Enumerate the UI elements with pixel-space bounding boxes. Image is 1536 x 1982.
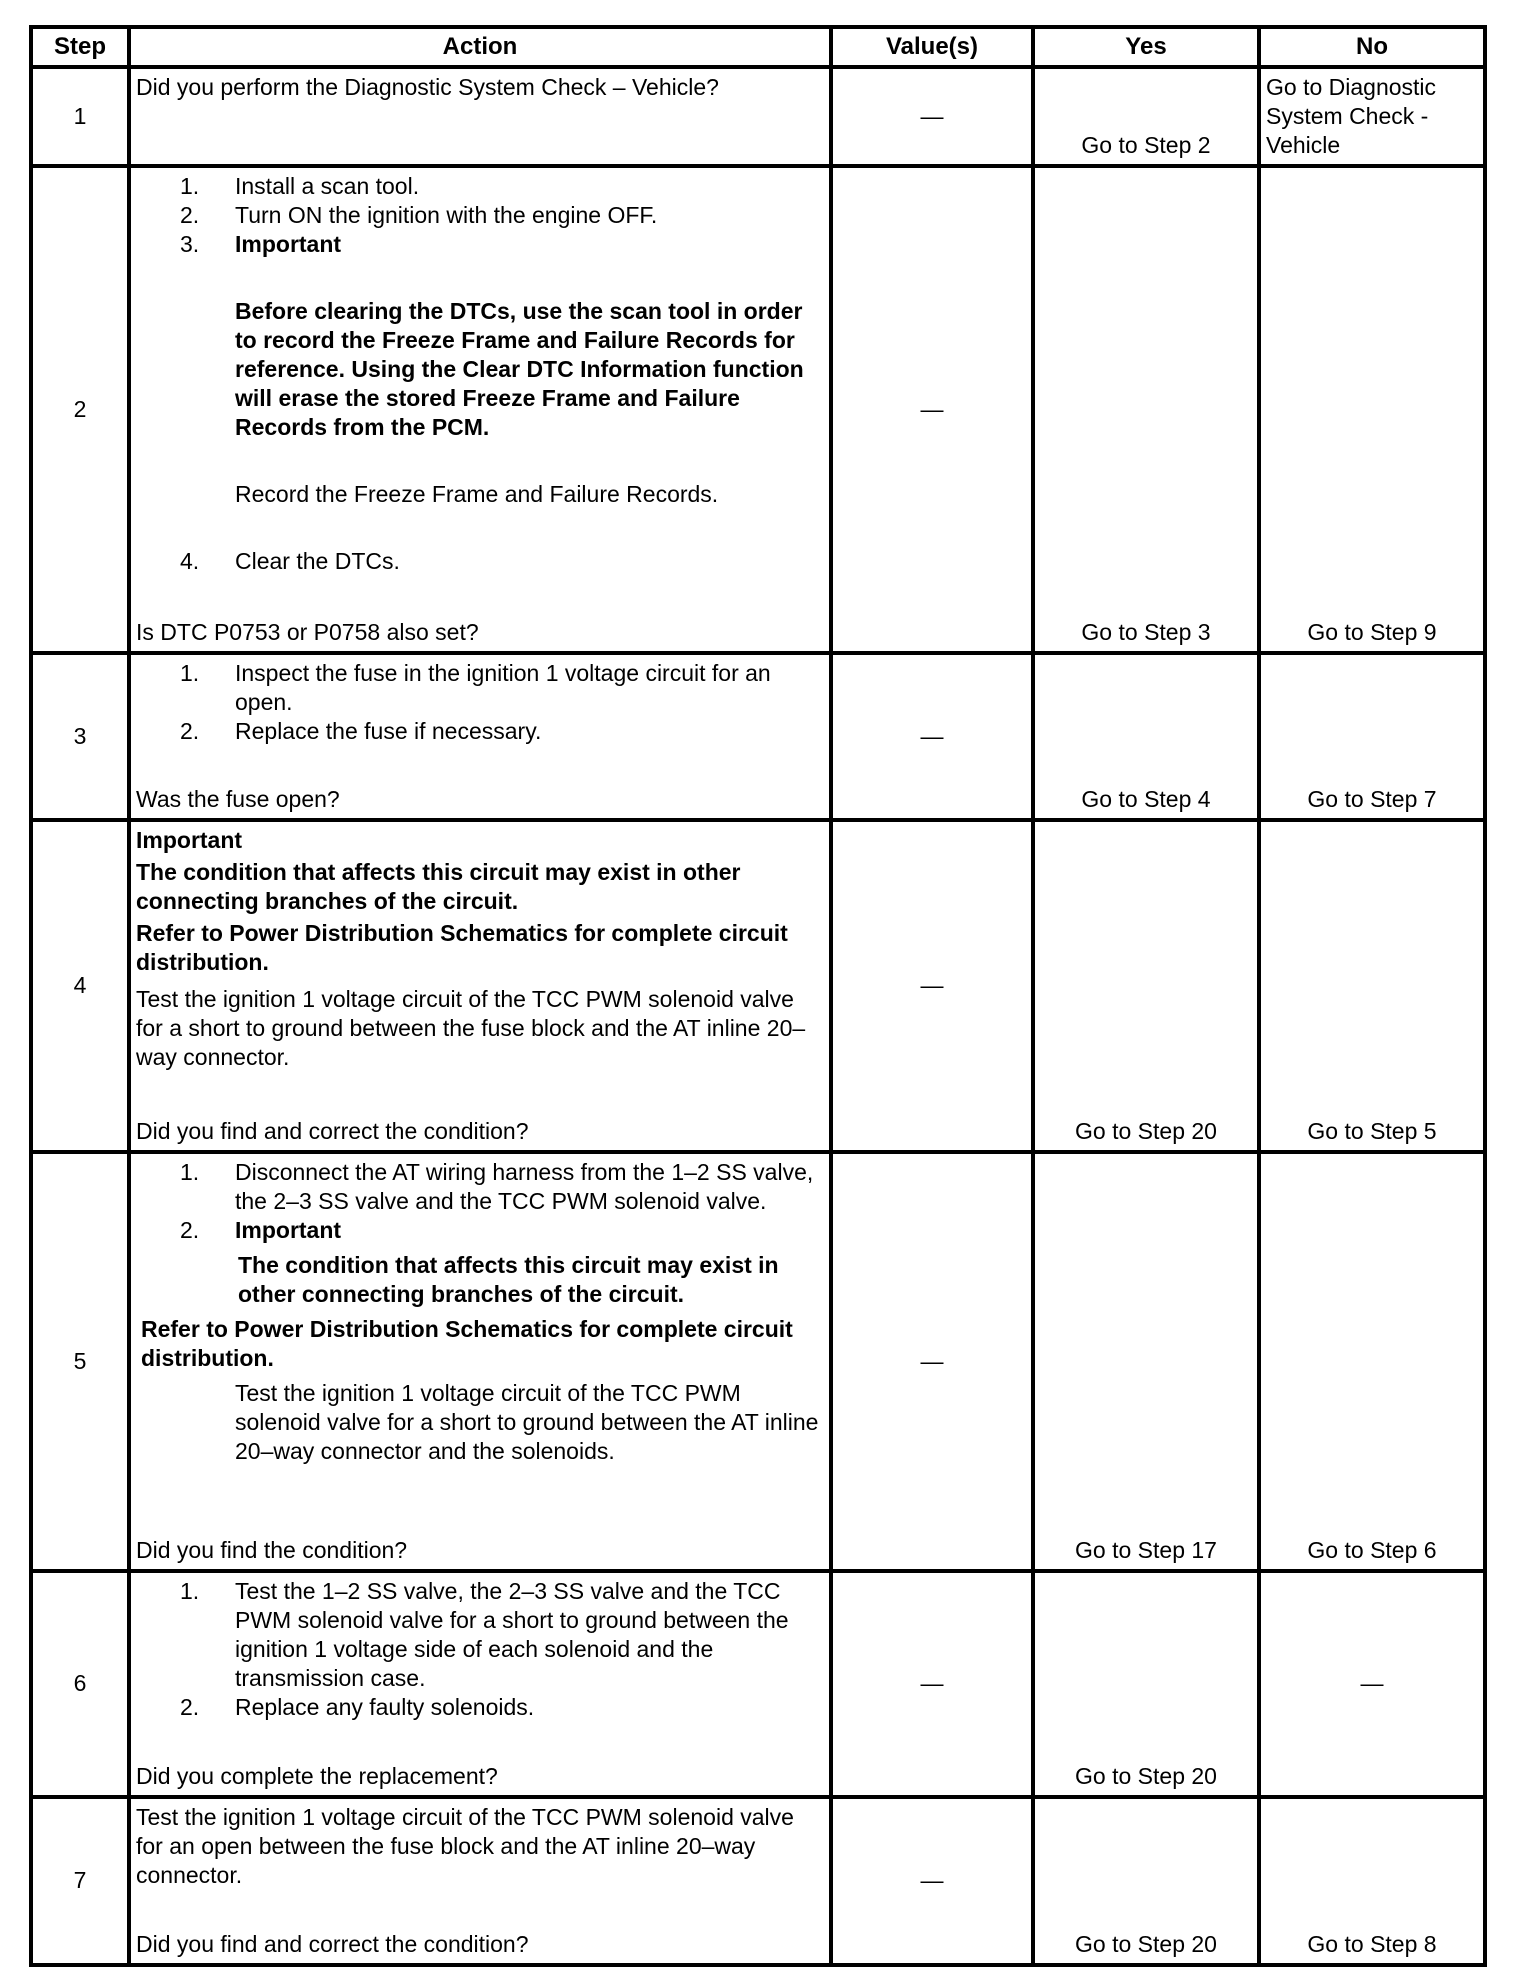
header-action: Action: [129, 27, 831, 67]
value-cell: —: [831, 67, 1033, 166]
action-cell: [129, 1797, 831, 1966]
action-text: Did you perform the Diagnostic System Check – Vehicle?: [136, 74, 719, 100]
value-cell: —: [831, 1797, 1033, 1966]
yes-cell: Go to Step 17: [1033, 1152, 1259, 1571]
header-row: [31, 27, 1485, 67]
action-question: Did you find and correct the condition?: [136, 1931, 529, 1957]
action-question: Is DTC P0753 or P0758 also set?: [136, 618, 479, 645]
action-cell: [129, 67, 831, 166]
value-cell: —: [831, 820, 1033, 1152]
table-row: [31, 1797, 1485, 1966]
header-yes: Yes: [1033, 27, 1259, 67]
header-no: No: [1259, 27, 1485, 67]
action-text: Test the ignition 1 voltage circuit of the TCC PWM solenoid valve for a short to ground between the fuse block and the AT inline 20–way connector.: [136, 985, 806, 1070]
step-number: 6: [31, 1571, 129, 1797]
important-label: Important: [235, 1216, 342, 1243]
step-number: 2: [31, 166, 129, 652]
action-cell: 1. Disconnect the AT wiring harness from the 1–2 SS valve, the 2–3 SS valve and the TCC PWM solenoid valve. 2. Important The condition that affects this circuit may exist in other connecting branches of the circuit. Refer to Power Distribution Schematics for complete circuit distribution. Test the ignition 1 voltage circuit of the TCC PWM solenoid valve for a short to ground between the AT inline 20–way connector and the solenoids. Did you find the condition?: [129, 1152, 831, 1571]
action-question: Was the fuse open?: [136, 785, 340, 812]
no-cell: Go to Diagnostic System Check - Vehicle: [1259, 67, 1485, 166]
no-cell: Go to Step 7: [1259, 653, 1485, 820]
no-cell: Go to Step 5: [1259, 820, 1485, 1152]
important-label: Important: [136, 826, 243, 853]
value-cell: —: [831, 1571, 1033, 1797]
yes-cell: Go to Step 20: [1033, 820, 1259, 1152]
yes-cell: Go to Step 20: [1033, 1571, 1259, 1797]
table-row: [31, 820, 1485, 1152]
table-row: [31, 166, 1485, 652]
value-cell: —: [831, 653, 1033, 820]
action-item: Disconnect the AT wiring harness from the 1–2 SS valve, the 2–3 SS valve and the TCC PWM solenoid valve.: [235, 1158, 814, 1214]
action-item: Turn ON the ignition with the engine OFF.: [235, 202, 658, 229]
action-item: Inspect the fuse in the ignition 1 voltage circuit for an open.: [235, 659, 771, 715]
no-cell: Go to Step 8: [1259, 1797, 1485, 1966]
action-question: Did you complete the replacement?: [136, 1762, 498, 1789]
action-text: Test the ignition 1 voltage circuit of the TCC PWM solenoid valve for a short to ground between the AT inline 20–way connector and the solenoids.: [235, 1379, 819, 1464]
no-cell: Go to Step 6: [1259, 1152, 1485, 1571]
step-number: 7: [31, 1797, 129, 1966]
important-text: Before clearing the DTCs, use the scan tool in order to record the Freeze Frame and Failure Records for reference. Using the Clear DTC Information function will erase the stored Freeze Frame and Failure Records from the PCM.: [235, 298, 804, 441]
action-item: Test the 1–2 SS valve, the 2–3 SS valve and the TCC PWM solenoid valve for a short to ground between the ignition 1 voltage side of each solenoid and the transmission case.: [235, 1577, 789, 1691]
action-item: Clear the DTCs.: [235, 548, 400, 575]
important-text: Refer to Power Distribution Schematics for complete circuit distribution.: [141, 1315, 793, 1371]
important-label: Important: [235, 231, 342, 258]
value-cell: —: [831, 1152, 1033, 1571]
table-row: [31, 67, 1485, 166]
yes-cell: Go to Step 20: [1033, 1797, 1259, 1966]
diagnostic-table: [29, 25, 1487, 1967]
action-item: Replace the fuse if necessary.: [235, 717, 542, 744]
table-row: [31, 1571, 1485, 1797]
step-number: 1: [31, 67, 129, 166]
action-item: Replace any faulty solenoids.: [235, 1693, 535, 1720]
no-cell: Go to Step 9: [1259, 166, 1485, 652]
action-item: Install a scan tool.: [235, 173, 420, 200]
header-step: Step: [31, 27, 129, 67]
table-row: [31, 653, 1485, 820]
step-number: 4: [31, 820, 129, 1152]
yes-cell: Go to Step 2: [1033, 67, 1259, 166]
step-number: 3: [31, 653, 129, 820]
action-cell: 1. Inspect the fuse in the ignition 1 voltage circuit for an open. 2. Replace the fuse if necessary. Was the fuse open?: [129, 653, 831, 820]
action-text: Test the ignition 1 voltage circuit of the TCC PWM solenoid valve for an open between the fuse block and the AT inline 20–way connector.: [136, 1803, 794, 1888]
step-number: 5: [31, 1152, 129, 1571]
value-cell: —: [831, 166, 1033, 652]
yes-cell: Go to Step 3: [1033, 166, 1259, 652]
action-question: Did you find the condition?: [136, 1536, 408, 1563]
action-cell: [129, 820, 831, 1152]
important-text: The condition that affects this circuit may exist in other connecting branches of the circuit.: [136, 858, 741, 914]
yes-cell: Go to Step 4: [1033, 653, 1259, 820]
no-cell: —: [1259, 1571, 1485, 1797]
action-note: Record the Freeze Frame and Failure Records.: [235, 481, 719, 508]
important-text: The condition that affects this circuit may exist in other connecting branches of the circuit.: [238, 1251, 779, 1307]
header-values: Value(s): [831, 27, 1033, 67]
action-question: Did you find and correct the condition?: [136, 1117, 529, 1144]
action-cell: 1. Install a scan tool. 2. Turn ON the ignition with the engine OFF. 3. Important Before clearing the DTCs, use the scan tool in order to record the Freeze Frame and Failure Records for reference. Using the Clear DTC Information function will erase the stored Freeze Frame and Failure Records from the PCM. Record the Freeze Frame and Failure Records. 4. Clear the DTCs. Is DTC P0753 or P0758 also set?: [129, 166, 831, 652]
important-text: Refer to Power Distribution Schematics for complete circuit distribution.: [136, 919, 788, 975]
action-cell: 1. Test the 1–2 SS valve, the 2–3 SS valve and the TCC PWM solenoid valve for a short to ground between the ignition 1 voltage side of each solenoid and the transmission case. 2. Replace any faulty solenoids. Did you complete the replacement?: [129, 1571, 831, 1797]
table-row: [31, 1152, 1485, 1571]
